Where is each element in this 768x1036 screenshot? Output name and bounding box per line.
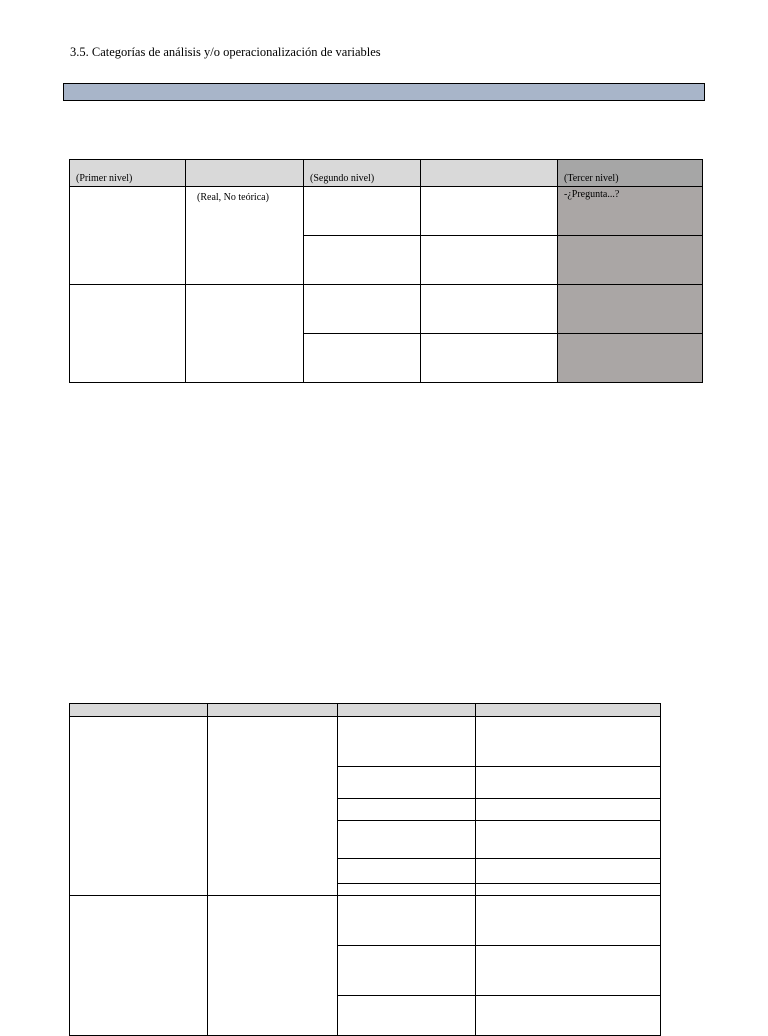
categories-table — [69, 159, 703, 383]
section-title: 3.5. Categorías de análisis y/o operacionalización de variables — [70, 45, 381, 59]
table-cell — [421, 236, 558, 285]
table-cell — [304, 187, 421, 236]
table-cell — [70, 285, 186, 383]
header-segundo-nivel: (Segundo nivel) — [304, 160, 421, 187]
header-blank-2 — [421, 160, 558, 187]
table-header-row — [70, 160, 703, 187]
section-banner — [63, 83, 705, 101]
table-cell — [421, 187, 558, 236]
table-cell — [476, 996, 661, 1036]
table-cell — [558, 285, 703, 334]
table-cell — [70, 187, 186, 285]
cell-real-no-teorica: (Real, No teórica) — [186, 187, 304, 285]
table-cell — [476, 821, 661, 859]
cell-pregunta: -¿Pregunta...? — [558, 187, 703, 236]
table-row — [70, 896, 661, 946]
table-header-row — [70, 704, 661, 717]
table-cell — [476, 896, 661, 946]
table-row — [70, 187, 703, 236]
table-cell — [338, 717, 476, 767]
table-cell — [304, 285, 421, 334]
table-header-cell — [338, 704, 476, 717]
table-cell — [558, 334, 703, 383]
table-cell — [338, 946, 476, 996]
table-cell — [338, 799, 476, 821]
table-cell — [338, 821, 476, 859]
table-cell — [476, 884, 661, 896]
table-row — [70, 717, 661, 767]
operationalization-table — [69, 703, 661, 1036]
table-cell — [304, 334, 421, 383]
header-tercer-nivel: (Tercer nivel) — [558, 160, 703, 187]
header-primer-nivel: (Primer nivel) — [70, 160, 186, 187]
table-cell — [476, 717, 661, 767]
table-cell — [338, 884, 476, 896]
table-cell — [186, 285, 304, 383]
table-cell — [338, 996, 476, 1036]
table-header-cell — [208, 704, 338, 717]
table-header-cell — [476, 704, 661, 717]
table-cell — [421, 334, 558, 383]
table-cell — [338, 767, 476, 799]
table-cell — [558, 236, 703, 285]
table-cell — [476, 859, 661, 884]
table-cell — [70, 717, 208, 896]
table-cell — [476, 799, 661, 821]
table-cell — [304, 236, 421, 285]
table-cell — [208, 896, 338, 1036]
table-cell — [421, 285, 558, 334]
header-blank-1 — [186, 160, 304, 187]
table-cell — [70, 896, 208, 1036]
table-cell — [208, 717, 338, 896]
table-cell — [476, 946, 661, 996]
table-header-cell — [70, 704, 208, 717]
table-cell — [338, 896, 476, 946]
table-row — [70, 285, 703, 334]
table-cell — [476, 767, 661, 799]
table-cell — [338, 859, 476, 884]
